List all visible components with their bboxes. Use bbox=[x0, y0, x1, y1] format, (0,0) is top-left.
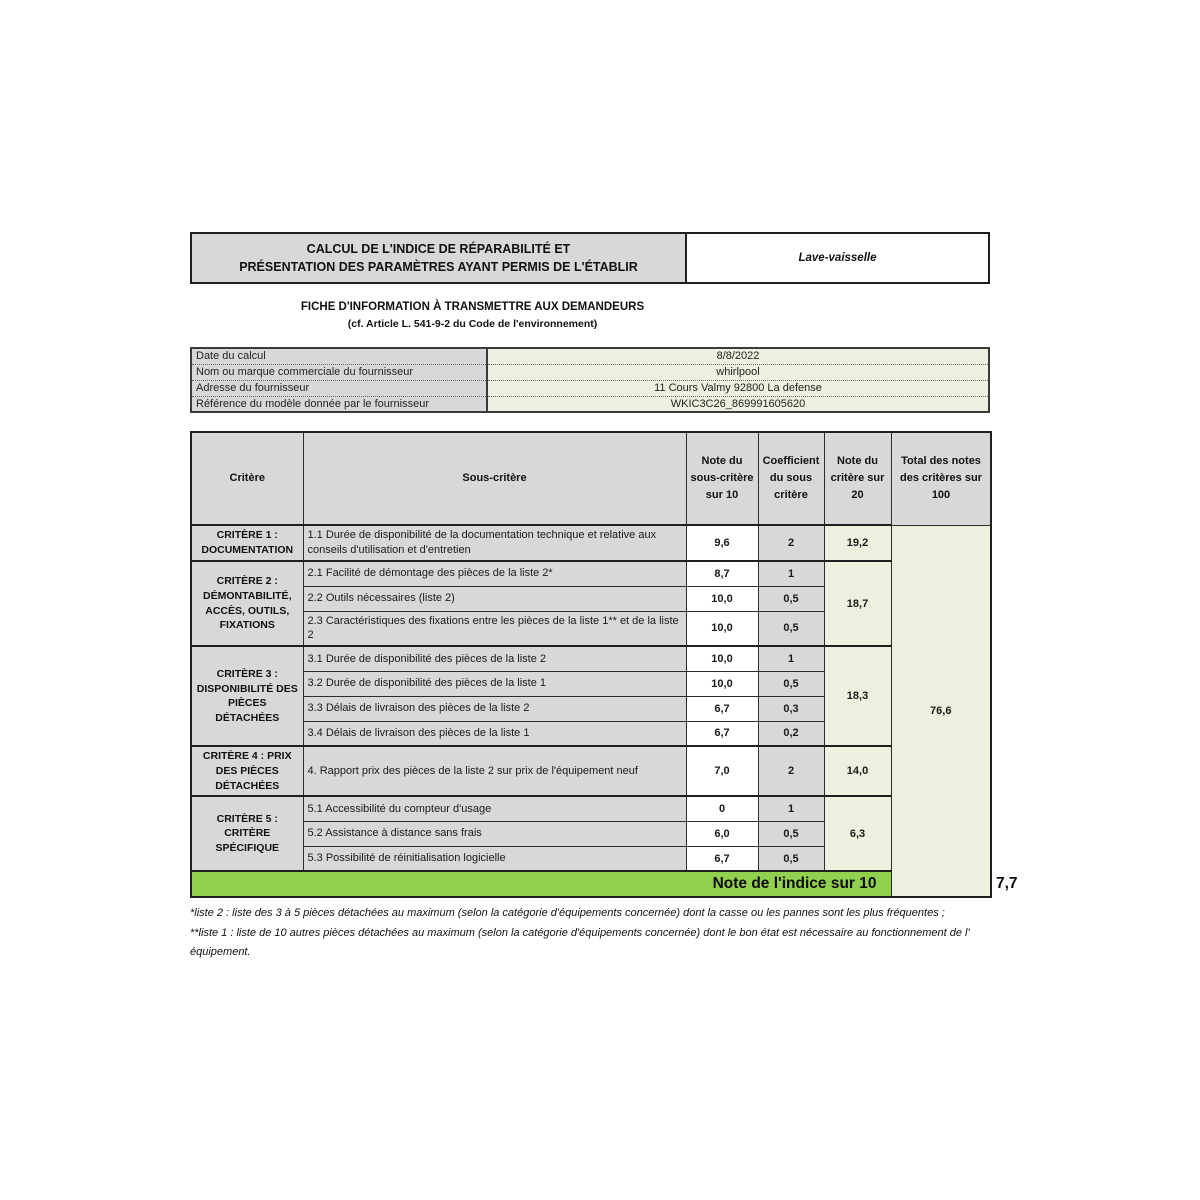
header-coefficient: Coefficient du sous critère bbox=[758, 432, 824, 525]
table-row bbox=[191, 796, 991, 821]
header-note-10: Note du sous-critère sur 10 bbox=[686, 432, 758, 525]
subcriterion-4: 4. Rapport prix des pièces de la liste 2 sur prix de l'équipement neuf bbox=[303, 746, 686, 796]
score-3-4: 6,7 bbox=[686, 721, 758, 746]
coef-3-2: 0,5 bbox=[758, 671, 824, 696]
coef-5-1: 1 bbox=[758, 796, 824, 821]
info-value-model-reference: WKIC3C26_869991605620 bbox=[487, 396, 989, 412]
score-4: 7,0 bbox=[686, 746, 758, 796]
criterion-5-name: CRITÈRE 5 : CRITÈRE SPÉCIFIQUE bbox=[191, 796, 303, 871]
criterion-5-score-20: 6,3 bbox=[824, 796, 891, 871]
coef-3-1: 1 bbox=[758, 646, 824, 671]
info-value-supplier-name: whirlpool bbox=[487, 364, 989, 380]
coef-5-2: 0,5 bbox=[758, 821, 824, 846]
score-3-2: 10,0 bbox=[686, 671, 758, 696]
score-3-3: 6,7 bbox=[686, 696, 758, 721]
score-5-1: 0 bbox=[686, 796, 758, 821]
criterion-2-name: CRITÈRE 2 : DÉMONTABILITÉ, ACCÈS, OUTILS, FIXATIONS bbox=[191, 561, 303, 646]
footnotes bbox=[190, 904, 990, 962]
header-sous-critere: Sous-critère bbox=[303, 432, 686, 525]
criterion-1-name: CRITÈRE 1 : DOCUMENTATION bbox=[191, 525, 303, 561]
table-row bbox=[191, 746, 991, 796]
subcriterion-2-1: 2.1 Facilité de démontage des pièces de la liste 2* bbox=[303, 561, 686, 586]
coef-4: 2 bbox=[758, 746, 824, 796]
final-score-row: Note de l'indice sur 10 7,7 bbox=[191, 871, 991, 897]
subcriterion-5-3: 5.3 Possibilité de réinitialisation logicielle bbox=[303, 846, 686, 871]
score-5-2: 6,0 bbox=[686, 821, 758, 846]
coef-3-3: 0,3 bbox=[758, 696, 824, 721]
table-row bbox=[191, 646, 991, 671]
coef-1-1: 2 bbox=[758, 525, 824, 561]
info-label-model-reference: Référence du modèle donnée par le fournisseur bbox=[191, 396, 487, 412]
criterion-3-name: CRITÈRE 3 : DISPONIBILITÉ DES PIÈCES DÉTACHÉES bbox=[191, 646, 303, 746]
coef-5-3: 0,5 bbox=[758, 846, 824, 871]
coef-2-1: 1 bbox=[758, 561, 824, 586]
title-line-2: PRÉSENTATION DES PARAMÈTRES AYANT PERMIS DE L'ÉTABLIR bbox=[239, 260, 638, 274]
supplier-info-table bbox=[190, 347, 990, 413]
info-value-date: 8/8/2022 bbox=[487, 348, 989, 364]
subcriterion-5-2: 5.2 Assistance à distance sans frais bbox=[303, 821, 686, 846]
subtitle: FICHE D'INFORMATION À TRANSMETTRE AUX DEMANDEURS bbox=[300, 301, 645, 313]
criteria-table bbox=[190, 431, 1018, 898]
coef-3-4: 0,2 bbox=[758, 721, 824, 746]
score-1-1: 9,6 bbox=[686, 525, 758, 561]
header-total-100: Total des notes des critères sur 100 bbox=[891, 432, 991, 525]
criterion-2-score-20: 18,7 bbox=[824, 561, 891, 646]
score-5-3: 6,7 bbox=[686, 846, 758, 871]
header-critere: Critère bbox=[191, 432, 303, 525]
subtitle-block bbox=[190, 301, 755, 330]
footnote-liste-2: *liste 2 : liste des 3 à 5 pièces détachées au maximum (selon la catégorie d'équipements concernée) dont la casse ou les pannes sont les plus fréquentes ; bbox=[190, 907, 945, 920]
coef-2-3: 0,5 bbox=[758, 611, 824, 646]
criterion-1-score-20: 19,2 bbox=[824, 525, 891, 561]
subcriterion-5-1: 5.1 Accessibilité du compteur d'usage bbox=[303, 796, 686, 821]
coef-2-2: 0,5 bbox=[758, 586, 824, 611]
product-category: Lave-vaisselle bbox=[687, 234, 988, 282]
subcriterion-3-1: 3.1 Durée de disponibilité des pièces de la liste 2 bbox=[303, 646, 686, 671]
subcriterion-3-4: 3.4 Délais de livraison des pièces de la liste 1 bbox=[303, 721, 686, 746]
score-2-3: 10,0 bbox=[686, 611, 758, 646]
score-3-1: 10,0 bbox=[686, 646, 758, 671]
info-label-supplier-name: Nom ou marque commerciale du fournisseur bbox=[191, 364, 487, 380]
table-row bbox=[191, 525, 991, 561]
table-header-row bbox=[191, 432, 991, 525]
info-label-date: Date du calcul bbox=[191, 348, 487, 364]
criterion-4-name: CRITÈRE 4 : PRIX DES PIÈCES DÉTACHÉES bbox=[191, 746, 303, 796]
document-title bbox=[192, 234, 687, 282]
info-value-supplier-address: 11 Cours Valmy 92800 La defense bbox=[487, 380, 989, 396]
title-line-1: CALCUL DE L'INDICE DE RÉPARABILITÉ ET bbox=[306, 241, 571, 256]
document-content bbox=[190, 232, 1018, 962]
total-score-100: 76,6 bbox=[891, 525, 991, 897]
title-banner bbox=[190, 232, 990, 284]
table-row bbox=[191, 561, 991, 586]
subcriterion-3-2: 3.2 Durée de disponibilité des pièces de la liste 1 bbox=[303, 671, 686, 696]
subcriterion-1-1: 1.1 Durée de disponibilité de la documentation technique et relative aux conseils d'utilisation et d'entretien bbox=[303, 525, 686, 561]
criterion-4-score-20: 14,0 bbox=[824, 746, 891, 796]
header-note-20: Note du critère sur 20 bbox=[824, 432, 891, 525]
footnote-liste-1: **liste 1 : liste de 10 autres pièces détachées au maximum (selon la catégorie d'équipements concernée) dont le bon état est nécessaire au fonctionnement de l' équipement. bbox=[190, 926, 970, 958]
info-row-supplier-name bbox=[191, 364, 989, 380]
subcriterion-2-2: 2.2 Outils nécessaires (liste 2) bbox=[303, 586, 686, 611]
criterion-3-score-20: 18,3 bbox=[824, 646, 891, 746]
score-2-2: 10,0 bbox=[686, 586, 758, 611]
score-2-1: 8,7 bbox=[686, 561, 758, 586]
info-label-supplier-address: Adresse du fournisseur bbox=[191, 380, 487, 396]
info-row-model-reference bbox=[191, 396, 989, 412]
info-row-date bbox=[191, 348, 989, 364]
final-score-label: Note de l'indice sur 10 bbox=[191, 871, 891, 897]
info-row-supplier-address bbox=[191, 380, 989, 396]
subcriterion-3-3: 3.3 Délais de livraison des pièces de la liste 2 bbox=[303, 696, 686, 721]
subcriterion-2-3: 2.3 Caractéristiques des fixations entre les pièces de la liste 1** et de la liste 2 bbox=[303, 611, 686, 646]
subtitle-reference: (cf. Article L. 541-9-2 du Code de l'environnement) bbox=[347, 318, 598, 330]
